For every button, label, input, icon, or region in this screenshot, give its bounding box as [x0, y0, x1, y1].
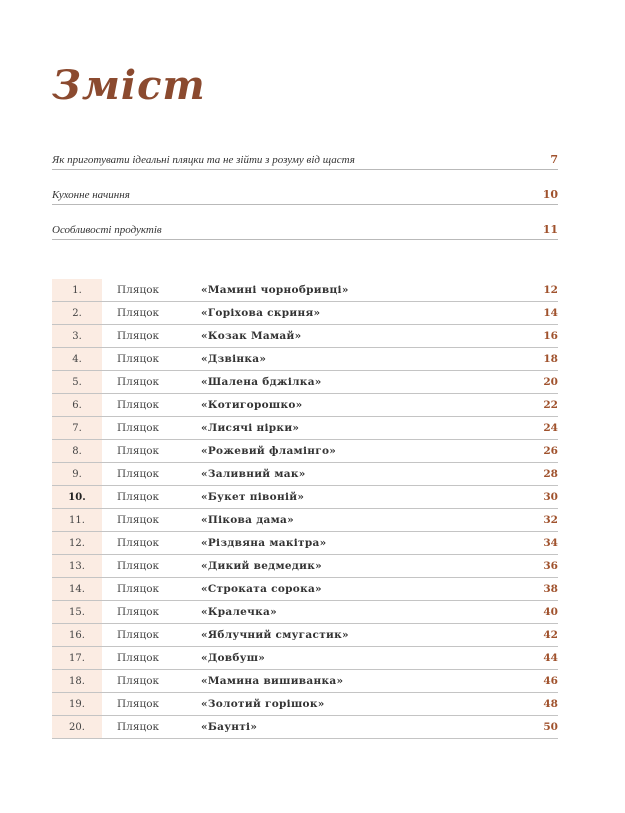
entry-kind: Пляцок	[117, 491, 160, 503]
toc-entry-row[interactable]	[52, 371, 558, 394]
entry-title: «Мамина вишиванка»	[201, 675, 344, 687]
toc-entry-row[interactable]	[52, 532, 558, 555]
toc-page-number: 7	[550, 153, 558, 166]
entry-kind: Пляцок	[117, 353, 160, 365]
entry-title: «Рожевий фламінго»	[201, 445, 337, 457]
entry-number: 12.	[52, 532, 102, 554]
entry-title: «Мамині чорнобривці»	[201, 284, 349, 296]
entry-title: «Лисячі нірки»	[201, 422, 300, 434]
entry-kind: Пляцок	[117, 445, 160, 457]
entry-title: «Шалена бджілка»	[201, 376, 322, 388]
toc-page-number: 40	[543, 606, 558, 618]
toc-entry-row[interactable]	[52, 417, 558, 440]
toc-entry-row[interactable]	[52, 394, 558, 417]
entry-kind: Пляцок	[117, 583, 160, 595]
toc-page-number: 42	[543, 629, 558, 641]
toc-page-number: 22	[543, 399, 558, 411]
entry-number: 4.	[52, 348, 102, 370]
entry-kind: Пляцок	[117, 698, 160, 710]
entry-title: «Довбуш»	[201, 652, 266, 664]
toc-intro-row[interactable]	[52, 150, 558, 170]
entry-title: «Різдвяна макітра»	[201, 537, 327, 549]
toc-page-number: 12	[543, 284, 558, 296]
entry-kind: Пляцок	[117, 330, 160, 342]
toc-intro-label: Як приготувати ідеальні пляцки та не зійти з розуму від щастя	[52, 154, 355, 166]
entry-kind: Пляцок	[117, 652, 160, 664]
entry-number: 14.	[52, 578, 102, 600]
entry-title: «Заливний мак»	[201, 468, 306, 480]
intro-section	[52, 150, 558, 241]
entry-title: «Дикий ведмедик»	[201, 560, 323, 572]
toc-page-number: 10	[542, 188, 558, 201]
entry-number: 5.	[52, 371, 102, 393]
entry-title: «Котигорошко»	[201, 399, 303, 411]
toc-page-number: 30	[543, 491, 558, 503]
toc-intro-label: Кухонне начиння	[52, 189, 130, 201]
entry-number: 17.	[52, 647, 102, 669]
toc-page-number: 24	[543, 422, 558, 434]
toc-entry-row[interactable]	[52, 463, 558, 486]
entry-kind: Пляцок	[117, 284, 160, 296]
entry-number: 18.	[52, 670, 102, 692]
page-title: Зміст	[52, 62, 206, 109]
toc-entry-row[interactable]	[52, 555, 558, 578]
entry-number: 16.	[52, 624, 102, 646]
toc-page-number: 11	[542, 223, 558, 236]
entry-kind: Пляцок	[117, 307, 160, 319]
entry-kind: Пляцок	[117, 514, 160, 526]
recipe-list	[52, 279, 558, 739]
toc-entry-row[interactable]	[52, 693, 558, 716]
toc-page-number: 20	[543, 376, 558, 388]
toc-page-number: 50	[543, 721, 558, 733]
toc-entry-row[interactable]	[52, 302, 558, 325]
entry-kind: Пляцок	[117, 606, 160, 618]
entry-title: «Козак Мамай»	[201, 330, 302, 342]
entry-title: «Баунті»	[201, 721, 258, 733]
toc-intro-row[interactable]	[52, 171, 558, 205]
entry-number: 20.	[52, 716, 102, 738]
toc-entry-row[interactable]	[52, 325, 558, 348]
entry-title: «Пікова дама»	[201, 514, 294, 526]
entry-title: «Кралечка»	[201, 606, 277, 618]
entry-number: 10.	[52, 486, 102, 508]
entry-kind: Пляцок	[117, 675, 160, 687]
entry-number: 9.	[52, 463, 102, 485]
entry-kind: Пляцок	[117, 376, 160, 388]
toc-page-number: 16	[543, 330, 558, 342]
toc-entry-row[interactable]	[52, 486, 558, 509]
entry-kind: Пляцок	[117, 422, 160, 434]
entry-title: «Дзвінка»	[201, 353, 267, 365]
toc-entry-row[interactable]	[52, 716, 558, 739]
toc-entry-row[interactable]	[52, 578, 558, 601]
toc-entry-row[interactable]	[52, 647, 558, 670]
entry-title: «Золотий горішок»	[201, 698, 325, 710]
toc-entry-row[interactable]	[52, 624, 558, 647]
toc-page-number: 44	[543, 652, 558, 664]
entry-number: 6.	[52, 394, 102, 416]
entry-number: 3.	[52, 325, 102, 347]
toc-page-number: 26	[543, 445, 558, 457]
toc-page-number: 14	[543, 307, 558, 319]
entry-number: 11.	[52, 509, 102, 531]
entry-kind: Пляцок	[117, 560, 160, 572]
entry-kind: Пляцок	[117, 468, 160, 480]
entry-kind: Пляцок	[117, 399, 160, 411]
toc-intro-label: Особливості продуктів	[52, 224, 162, 236]
entry-title: «Горіхова скриня»	[201, 307, 321, 319]
toc-page-number: 18	[543, 353, 558, 365]
entry-number: 7.	[52, 417, 102, 439]
entry-title: «Букет півоній»	[201, 491, 305, 503]
toc-page-number: 28	[543, 468, 558, 480]
entry-number: 19.	[52, 693, 102, 715]
entry-number: 2.	[52, 302, 102, 324]
entry-title: «Яблучний смугастик»	[201, 629, 349, 641]
toc-entry-row[interactable]	[52, 279, 558, 302]
toc-page-number: 38	[543, 583, 558, 595]
entry-kind: Пляцок	[117, 537, 160, 549]
toc-entry-row[interactable]	[52, 670, 558, 693]
entry-number: 1.	[52, 279, 102, 301]
toc-entry-row[interactable]	[52, 509, 558, 532]
entry-kind: Пляцок	[117, 721, 160, 733]
toc-page-number: 48	[543, 698, 558, 710]
toc-page-number: 36	[543, 560, 558, 572]
toc-page-number: 32	[543, 514, 558, 526]
entry-number: 8.	[52, 440, 102, 462]
entry-number: 13.	[52, 555, 102, 577]
toc-page-number: 46	[543, 675, 558, 687]
toc-entry-row[interactable]	[52, 440, 558, 463]
toc-entry-row[interactable]	[52, 348, 558, 371]
entry-kind: Пляцок	[117, 629, 160, 641]
entry-number: 15.	[52, 601, 102, 623]
entry-title: «Строката сорока»	[201, 583, 322, 595]
toc-entry-row[interactable]	[52, 601, 558, 624]
toc-page-number: 34	[543, 537, 558, 549]
toc-intro-row[interactable]	[52, 206, 558, 240]
